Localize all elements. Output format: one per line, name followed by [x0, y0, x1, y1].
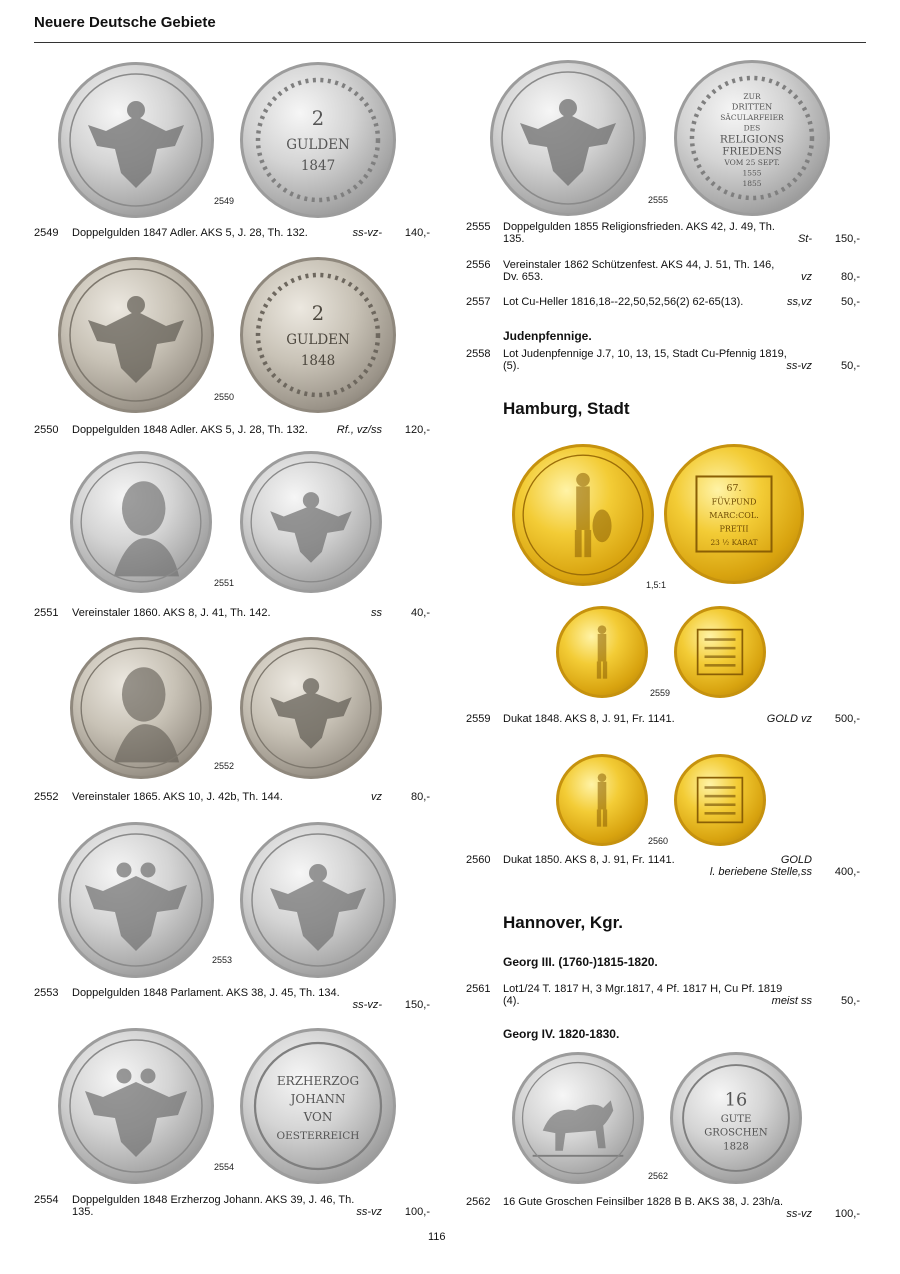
svg-text:GULDEN: GULDEN — [286, 332, 350, 348]
lot-grade: meist ss — [771, 995, 812, 1007]
lot-grade: vz — [371, 791, 382, 803]
lot-description: Vereinstaler 1862 Schützenfest. AKS 44, J. 51, Th. 146, — [503, 259, 775, 271]
svg-text:VON: VON — [303, 1110, 333, 1124]
svg-text:16: 16 — [724, 1090, 748, 1111]
coin-2552-reverse — [240, 637, 382, 779]
coin-2551-obverse — [70, 451, 212, 593]
svg-text:ZUR: ZUR — [743, 92, 761, 101]
lot-grade: ss — [371, 607, 382, 619]
svg-text:OESTERREICH: OESTERREICH — [276, 1130, 360, 1142]
coin-number: 2550 — [214, 392, 235, 402]
page-number: 116 — [428, 1231, 446, 1243]
lot-grade: Rf., vz/ss — [336, 424, 382, 436]
section-georg-iv: Georg IV. 1820-1830. — [503, 1027, 620, 1041]
lot-description: Lot Judenpfennige J.7, 10, 13, 15, Stadt Cu-Pfennig 1819, — [503, 348, 787, 360]
lot-row-2551 — [34, 607, 430, 621]
coin-2549-obverse — [58, 62, 214, 218]
lot-number: 2555 — [466, 221, 491, 233]
section-judenpfennige: Judenpfennige. — [503, 329, 592, 343]
coin-2550-obverse — [58, 257, 214, 413]
lot-price: 50,- — [841, 360, 860, 372]
lot-row-2558 — [466, 348, 860, 374]
svg-text:JOHANN: JOHANN — [290, 1092, 346, 1106]
lot-number: 2558 — [466, 348, 491, 360]
svg-text:23 ½ KARAT: 23 ½ KARAT — [710, 537, 758, 547]
lot-description: Lot1/24 T. 1817 H, 3 Mgr.1817, 4 Pf. 1817 H, Cu Pf. 1819 — [503, 983, 783, 995]
lot-grade: ss-vz — [786, 1208, 812, 1220]
lot-price: 150,- — [404, 999, 430, 1011]
lot-number: 2551 — [34, 607, 59, 619]
lot-grade: ss-vz- — [352, 999, 382, 1011]
coin-number: 2555 — [648, 195, 669, 205]
coin-number: 2559 — [650, 688, 671, 698]
coin-number: 2562 — [648, 1171, 669, 1181]
lot-grade-note: l. beriebene Stelle,ss — [709, 866, 812, 878]
svg-text:GUTE: GUTE — [720, 1113, 752, 1125]
lot-row-2550 — [34, 424, 430, 438]
coin-2559-reverse-enlarged — [664, 444, 804, 584]
lot-price: 50,- — [841, 995, 860, 1007]
svg-text:2: 2 — [311, 107, 325, 130]
lot-price: 400,- — [834, 866, 860, 878]
lot-row-2554 — [34, 1194, 430, 1220]
svg-text:RELIGIONS: RELIGIONS — [719, 133, 785, 146]
lot-row-2561 — [466, 983, 860, 1009]
coin-2560-obverse — [556, 754, 648, 846]
lot-description: 16 Gute Groschen Feinsilber 1828 B B. AKS 38, J. 23h/a. — [503, 1196, 784, 1208]
coin-2562-reverse — [670, 1052, 802, 1184]
coin-2553-reverse — [240, 822, 396, 978]
coin-2550-reverse — [240, 257, 396, 413]
lot-description: Doppelgulden 1847 Adler. AKS 5, J. 28, Th. 132. — [72, 227, 308, 239]
lot-description: Doppelgulden 1848 Erzherzog Johann. AKS 39, J. 46, Th. — [72, 1194, 355, 1206]
lot-number: 2562 — [466, 1196, 491, 1208]
svg-text:GROSCHEN: GROSCHEN — [704, 1127, 768, 1139]
coin-number: 2549 — [214, 196, 235, 206]
coin-number: 2553 — [212, 955, 233, 965]
coin-2552-obverse — [70, 637, 212, 779]
svg-text:FRIEDENS: FRIEDENS — [722, 145, 782, 158]
lot-grade: St- — [797, 233, 812, 245]
lot-grade: GOLD — [780, 854, 812, 866]
svg-text:1848: 1848 — [300, 353, 336, 369]
coin-2551-reverse — [240, 451, 382, 593]
coin-2555-reverse — [674, 60, 830, 216]
coin-number: 2551 — [214, 578, 235, 588]
lot-grade: vz — [801, 271, 812, 283]
lot-row-2559 — [466, 713, 860, 727]
coin-2559-obverse-enlarged — [512, 444, 654, 586]
lot-row-2562 — [466, 1196, 860, 1222]
svg-text:PRETII: PRETII — [719, 524, 749, 534]
lot-grade: ss-vz — [356, 1206, 382, 1218]
lot-number: 2550 — [34, 424, 59, 436]
lot-grade: ss-vz- — [352, 227, 382, 239]
svg-text:GULDEN: GULDEN — [286, 137, 350, 153]
header-rule — [34, 42, 866, 43]
lot-row-2552 — [34, 791, 430, 805]
lot-price: 120,- — [404, 424, 430, 436]
coin-2554-obverse — [58, 1028, 214, 1184]
lot-number: 2553 — [34, 987, 59, 999]
lot-price: 100,- — [834, 1208, 860, 1220]
svg-text:VOM 25 SEPT.: VOM 25 SEPT. — [724, 158, 780, 167]
svg-text:2: 2 — [311, 302, 325, 325]
svg-text:1555: 1555 — [742, 168, 762, 178]
coin-2559-reverse — [674, 606, 766, 698]
svg-text:67.: 67. — [726, 483, 742, 495]
coin-number: 2552 — [214, 761, 235, 771]
lot-description-cont: (4). — [503, 995, 520, 1007]
lot-number: 2552 — [34, 791, 59, 803]
lot-price: 150,- — [834, 233, 860, 245]
coin-2560-reverse — [674, 754, 766, 846]
lot-price: 80,- — [411, 791, 430, 803]
svg-text:MARC:COL.: MARC:COL. — [709, 511, 759, 521]
lot-row-2557 — [466, 296, 860, 310]
coin-2555-obverse — [490, 60, 646, 216]
lot-row-2553 — [34, 987, 430, 1013]
svg-text:1855: 1855 — [742, 179, 762, 188]
lot-row-2549 — [34, 227, 430, 241]
svg-text:SÄCULARFEIER: SÄCULARFEIER — [720, 113, 784, 122]
lot-description: Vereinstaler 1860. AKS 8, J. 41, Th. 142. — [72, 607, 271, 619]
svg-text:DRITTEN: DRITTEN — [731, 101, 773, 112]
lot-description-cont: Dv. 653. — [503, 271, 544, 283]
lot-grade: ss,vz — [786, 296, 812, 308]
lot-description: Dukat 1850. AKS 8, J. 91, Fr. 1141. — [503, 854, 675, 866]
lot-grade: ss-vz — [786, 360, 812, 372]
lot-price: 40,- — [411, 607, 430, 619]
coin-number: 2554 — [214, 1162, 235, 1172]
lot-description: Doppelgulden 1848 Adler. AKS 5, J. 28, Th. 132. — [72, 424, 308, 436]
section-hannover: Hannover, Kgr. — [503, 913, 623, 932]
svg-text:ERZHERZOG: ERZHERZOG — [276, 1074, 360, 1088]
lot-description-cont: (5). — [503, 360, 520, 372]
lot-description: Lot Cu-Heller 1816,18--22,50,52,56(2) 62-65(13). — [503, 296, 744, 308]
lot-description: Doppelgulden 1848 Parlament. AKS 38, J. 45, Th. 134. — [72, 987, 340, 999]
coin-2559-obverse — [556, 606, 648, 698]
svg-text:FÜV.PUND: FÜV.PUND — [711, 497, 757, 507]
lot-number: 2554 — [34, 1194, 59, 1206]
lot-number: 2561 — [466, 983, 491, 995]
scale-note: 1,5:1 — [646, 580, 667, 590]
svg-text:1847: 1847 — [300, 158, 336, 174]
lot-description: Doppelgulden 1855 Religionsfrieden. AKS 42, J. 49, Th. — [503, 221, 775, 233]
coin-2553-obverse — [58, 822, 214, 978]
lot-grade: GOLD vz — [766, 713, 812, 725]
lot-price: 500,- — [834, 713, 860, 725]
lot-number: 2559 — [466, 713, 491, 725]
lot-number: 2557 — [466, 296, 491, 308]
coin-2549-reverse — [240, 62, 396, 218]
coin-2562-obverse — [512, 1052, 644, 1184]
lot-price: 140,- — [404, 227, 430, 239]
lot-number: 2549 — [34, 227, 59, 239]
lot-row-2560 — [466, 854, 860, 880]
lot-price: 80,- — [841, 271, 860, 283]
svg-text:1828: 1828 — [723, 1141, 749, 1153]
lot-row-2555 — [466, 221, 860, 247]
lot-price: 100,- — [404, 1206, 430, 1218]
coin-number: 2560 — [648, 836, 669, 846]
lot-row-2556 — [466, 259, 860, 285]
lot-description: Dukat 1848. AKS 8, J. 91, Fr. 1141. — [503, 713, 675, 725]
lot-number: 2556 — [466, 259, 491, 271]
lot-number: 2560 — [466, 854, 491, 866]
lot-price: 50,- — [841, 296, 860, 308]
coin-2554-reverse — [240, 1028, 396, 1184]
section-georg-iii: Georg III. (1760-)1815-1820. — [503, 955, 658, 969]
lot-description-cont: 135. — [72, 1206, 94, 1218]
lot-description-cont: 135. — [503, 233, 525, 245]
lot-description: Vereinstaler 1865. AKS 10, J. 42b, Th. 144. — [72, 791, 283, 803]
section-hamburg: Hamburg, Stadt — [503, 399, 630, 418]
svg-text:DES: DES — [743, 123, 761, 133]
page-header: Neuere Deutsche Gebiete — [34, 14, 216, 31]
